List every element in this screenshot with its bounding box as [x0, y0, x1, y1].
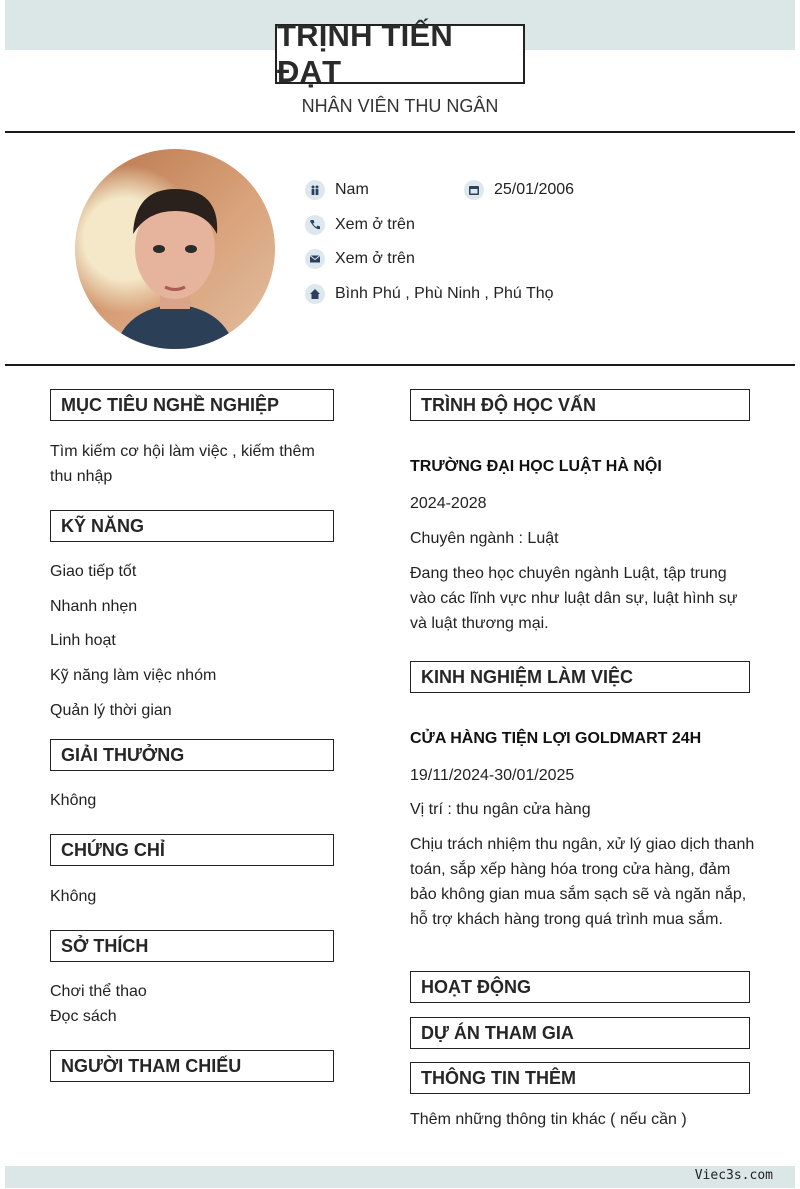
hobby-item: Đọc sách — [50, 1008, 117, 1025]
phone-row — [305, 215, 415, 235]
portrait-illustration — [75, 149, 275, 349]
experience-period: 19/11/2024-30/01/2025 — [410, 767, 575, 784]
dob-value: 25/01/2006 — [494, 181, 575, 198]
brand-link[interactable]: Viec3s.com — [694, 1168, 773, 1183]
objective-heading: MỤC TIÊU NGHỀ NGHIỆP — [50, 389, 334, 421]
gender-row — [305, 180, 369, 200]
email-row — [305, 249, 415, 269]
activities-heading: HOẠT ĐỘNG — [410, 971, 750, 1003]
objective-text: Tìm kiếm cơ hội làm việc , kiếm thêm thu nhập — [50, 443, 315, 485]
education-heading: TRÌNH ĐỘ HỌC VẤN — [410, 389, 750, 421]
skill-item: Nhanh nhẹn — [50, 598, 138, 615]
hobby-item: Chơi thể thao — [50, 983, 147, 1000]
experience-description: Chịu trách nhiệm thu ngân, xử lý giao dịch thanh toán, sắp xếp hàng hóa trong cửa hàng, đảm bảo không gian mua sắm sạch sẽ và ngăn nắp, hỗ trợ khách hàng trong quá trình mua sắm. — [410, 836, 755, 928]
skill-item: Quản lý thời gian — [50, 702, 172, 719]
company-name: CỬA HÀNG TIỆN LỢI GOLDMART 24H — [410, 730, 702, 747]
gender-icon — [305, 180, 325, 200]
references-heading: NGƯỜI THAM CHIẾU — [50, 1050, 334, 1082]
awards-heading: GIẢI THƯỞNG — [50, 739, 334, 771]
awards-text: Không — [50, 792, 97, 809]
education-major: Chuyên ngành : Luật — [410, 530, 559, 547]
address-row — [305, 284, 554, 304]
skills-heading: KỸ NĂNG — [50, 510, 334, 542]
certificates-heading: CHỨNG CHỈ — [50, 834, 334, 866]
phone-value: Xem ở trên — [335, 216, 415, 233]
experience-position: Vị trí : thu ngân cửa hàng — [410, 801, 591, 818]
school-name: TRƯỜNG ĐẠI HỌC LUẬT HÀ NỘI — [410, 458, 662, 475]
email-value: Xem ở trên — [335, 250, 415, 267]
projects-heading: DỰ ÁN THAM GIA — [410, 1017, 750, 1049]
skill-item: Linh hoạt — [50, 632, 116, 649]
skill-item: Giao tiếp tốt — [50, 563, 137, 580]
divider — [5, 364, 795, 366]
address-value: Bình Phú , Phù Ninh , Phú Thọ — [335, 285, 554, 302]
certificates-text: Không — [50, 888, 97, 905]
job-title: NHÂN VIÊN THU NGÂN — [301, 96, 499, 116]
calendar-icon — [464, 180, 484, 200]
more-info-text: Thêm những thông tin khác ( nếu cần ) — [410, 1111, 687, 1128]
hobbies-heading: SỞ THÍCH — [50, 930, 334, 962]
phone-icon — [305, 215, 325, 235]
home-icon — [305, 284, 325, 304]
envelope-icon — [305, 249, 325, 269]
skill-item: Kỹ năng làm việc nhóm — [50, 667, 217, 684]
candidate-name: TRỊNH TIẾN ĐẠT — [275, 24, 525, 84]
avatar — [75, 149, 275, 349]
education-description: Đang theo học chuyên ngành Luật, tập trung vào các lĩnh vực như luật dân sự, luật hình sự và luật thương mại. — [410, 565, 738, 632]
more-info-heading: THÔNG TIN THÊM — [410, 1062, 750, 1094]
divider — [5, 131, 795, 133]
gender-value: Nam — [335, 181, 369, 198]
footer-band — [5, 1166, 795, 1188]
education-period: 2024-2028 — [410, 495, 487, 512]
dob-row — [464, 180, 574, 200]
experience-heading: KINH NGHIỆM LÀM VIỆC — [410, 661, 750, 693]
